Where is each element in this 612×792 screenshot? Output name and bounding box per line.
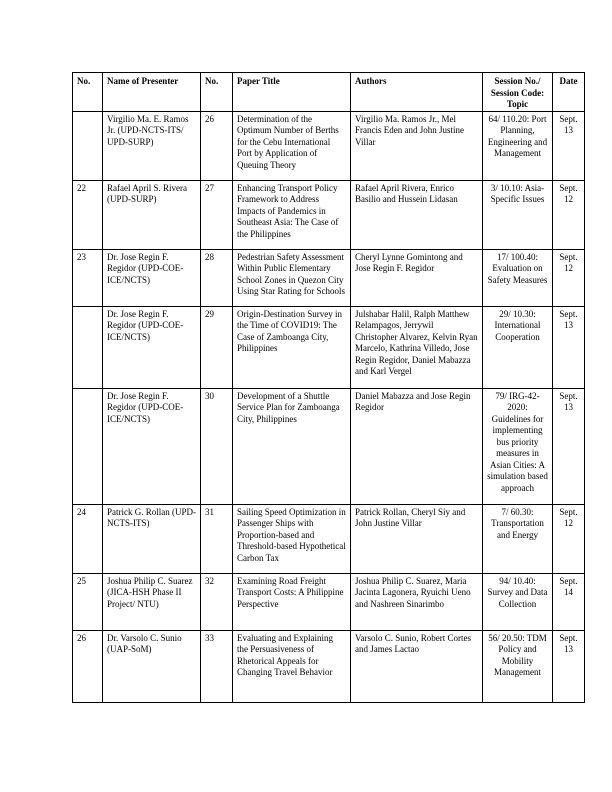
session-code-topic: 56/ 20.50: TDM Policy and Mobility Management bbox=[483, 630, 553, 702]
table-row bbox=[73, 573, 585, 630]
table-row bbox=[73, 180, 585, 249]
table-row bbox=[73, 249, 585, 306]
row-number bbox=[73, 388, 103, 504]
row-number: 23 bbox=[73, 249, 103, 306]
header-presenter: Name of Presenter bbox=[103, 73, 201, 112]
session-code-topic: 79/ IRG-42-2020: Guidelines for implementing bus priority measures in Asian Cities: A simulation based approach bbox=[483, 388, 553, 504]
table-row bbox=[73, 111, 585, 180]
paper-authors: Rafael April Rivera, Enrico Basilio and Hussein Lidasan bbox=[351, 180, 483, 249]
presenter-name: Dr. Varsolo C. Sunio (UAP-SoM) bbox=[103, 630, 201, 702]
header-session: Session No./ Session Code: Topic bbox=[483, 73, 553, 112]
session-date: Sept. 13 bbox=[553, 388, 585, 504]
row-number bbox=[73, 306, 103, 388]
paper-title: Pedestrian Safety Assessment Within Public Elementary School Zones in Quezon City Using Star Rating for Schools bbox=[233, 249, 351, 306]
session-date: Sept. 13 bbox=[553, 306, 585, 388]
session-date: Sept. 12 bbox=[553, 504, 585, 573]
paper-authors: Joshua Philip C. Suarez, Maria Jacinta Lagonera, Ryuichi Ueno and Nashreen Sinarimbo bbox=[351, 573, 483, 630]
table-row bbox=[73, 630, 585, 702]
paper-title: Origin-Destination Survey in the Time of COVID19: The Case of Zamboanga City, Philippines bbox=[233, 306, 351, 388]
paper-authors: Patrick Rollan, Cheryl Siy and John Justine Villar bbox=[351, 504, 483, 573]
session-code-topic: 17/ 100.40: Evaluation on Safety Measures bbox=[483, 249, 553, 306]
paper-title: Examining Road Freight Transport Costs: A Philippine Perspective bbox=[233, 573, 351, 630]
session-code-topic: 29/ 10.30: International Cooperation bbox=[483, 306, 553, 388]
presenter-name: Patrick G. Rollan (UPD-NCTS-ITS) bbox=[103, 504, 201, 573]
paper-number: 27 bbox=[201, 180, 233, 249]
row-number: 24 bbox=[73, 504, 103, 573]
paper-authors: Daniel Mabazza and Jose Regin Regidor bbox=[351, 388, 483, 504]
paper-authors: Julshabar Halil, Ralph Matthew Relampagos, Jerrywil Christopher Alvarez, Kelvin Ryan Marcelo, Kathrina Villedo, Jose Regin Regidor, Daniel Mabazza and Karl Vergel bbox=[351, 306, 483, 388]
header-date: Date bbox=[553, 73, 585, 112]
session-date: Sept. 12 bbox=[553, 249, 585, 306]
row-number: 22 bbox=[73, 180, 103, 249]
paper-number: 31 bbox=[201, 504, 233, 573]
presenters-table bbox=[72, 72, 585, 703]
paper-number: 26 bbox=[201, 111, 233, 180]
table-row bbox=[73, 504, 585, 573]
presenter-name: Dr. Jose Regin F. Regidor (UPD-COE-ICE/NCTS) bbox=[103, 306, 201, 388]
session-code-topic: 94/ 10.40: Survey and Data Collection bbox=[483, 573, 553, 630]
paper-authors: Cheryl Lynne Gomintong and Jose Regin F. Regidor bbox=[351, 249, 483, 306]
presenter-name: Dr. Jose Regin F. Regidor (UPD-COE-ICE/NCTS) bbox=[103, 388, 201, 504]
session-date: Sept. 14 bbox=[553, 573, 585, 630]
paper-title: Determination of the Optimum Number of Berths for the Cebu International Port by Application of Queuing Theory bbox=[233, 111, 351, 180]
row-number bbox=[73, 111, 103, 180]
paper-number: 28 bbox=[201, 249, 233, 306]
paper-authors: Virgilio Ma. Ramos Jr., Mel Francis Eden and John Justine Villar bbox=[351, 111, 483, 180]
session-code-topic: 3/ 10.10: Asia-Specific Issues bbox=[483, 180, 553, 249]
session-date: Sept. 13 bbox=[553, 630, 585, 702]
header-paper-no: No. bbox=[201, 73, 233, 112]
presenter-name: Joshua Philip C. Suarez (JICA-HSH Phase II Project/ NTU) bbox=[103, 573, 201, 630]
session-code-topic: 7/ 60.30: Transportation and Energy bbox=[483, 504, 553, 573]
paper-title: Enhancing Transport Policy Framework to Address Impacts of Pandemics in Southeast Asia: The Case of the Philippines bbox=[233, 180, 351, 249]
paper-number: 32 bbox=[201, 573, 233, 630]
paper-title: Development of a Shuttle Service Plan for Zamboanga City, Philippines bbox=[233, 388, 351, 504]
paper-number: 30 bbox=[201, 388, 233, 504]
paper-number: 29 bbox=[201, 306, 233, 388]
paper-title: Evaluating and Explaining the Persuasiveness of Rhetorical Appeals for Changing Travel Behavior bbox=[233, 630, 351, 702]
row-number: 25 bbox=[73, 573, 103, 630]
row-number: 26 bbox=[73, 630, 103, 702]
header-no: No. bbox=[73, 73, 103, 112]
session-code-topic: 64/ 110.20: Port Planning, Engineering and Management bbox=[483, 111, 553, 180]
table-row bbox=[73, 306, 585, 388]
header-authors: Authors bbox=[351, 73, 483, 112]
presenter-name: Dr. Jose Regin F. Regidor (UPD-COE-ICE/NCTS) bbox=[103, 249, 201, 306]
presenter-name: Rafael April S. Rivera (UPD-SURP) bbox=[103, 180, 201, 249]
table-row bbox=[73, 388, 585, 504]
presenter-name: Virgilio Ma. E. Ramos Jr. (UPD-NCTS-ITS/ UPD-SURP) bbox=[103, 111, 201, 180]
paper-number: 33 bbox=[201, 630, 233, 702]
paper-authors: Varsolo C. Sunio, Robert Cortes and James Lactao bbox=[351, 630, 483, 702]
paper-title: Sailing Speed Optimization in Passenger Ships with Proportion-based and Threshold-based Hypothetical Carbon Tax bbox=[233, 504, 351, 573]
session-date: Sept. 13 bbox=[553, 111, 585, 180]
header-paper-title: Paper Title bbox=[233, 73, 351, 112]
session-date: Sept. 12 bbox=[553, 180, 585, 249]
header-row bbox=[73, 73, 585, 112]
